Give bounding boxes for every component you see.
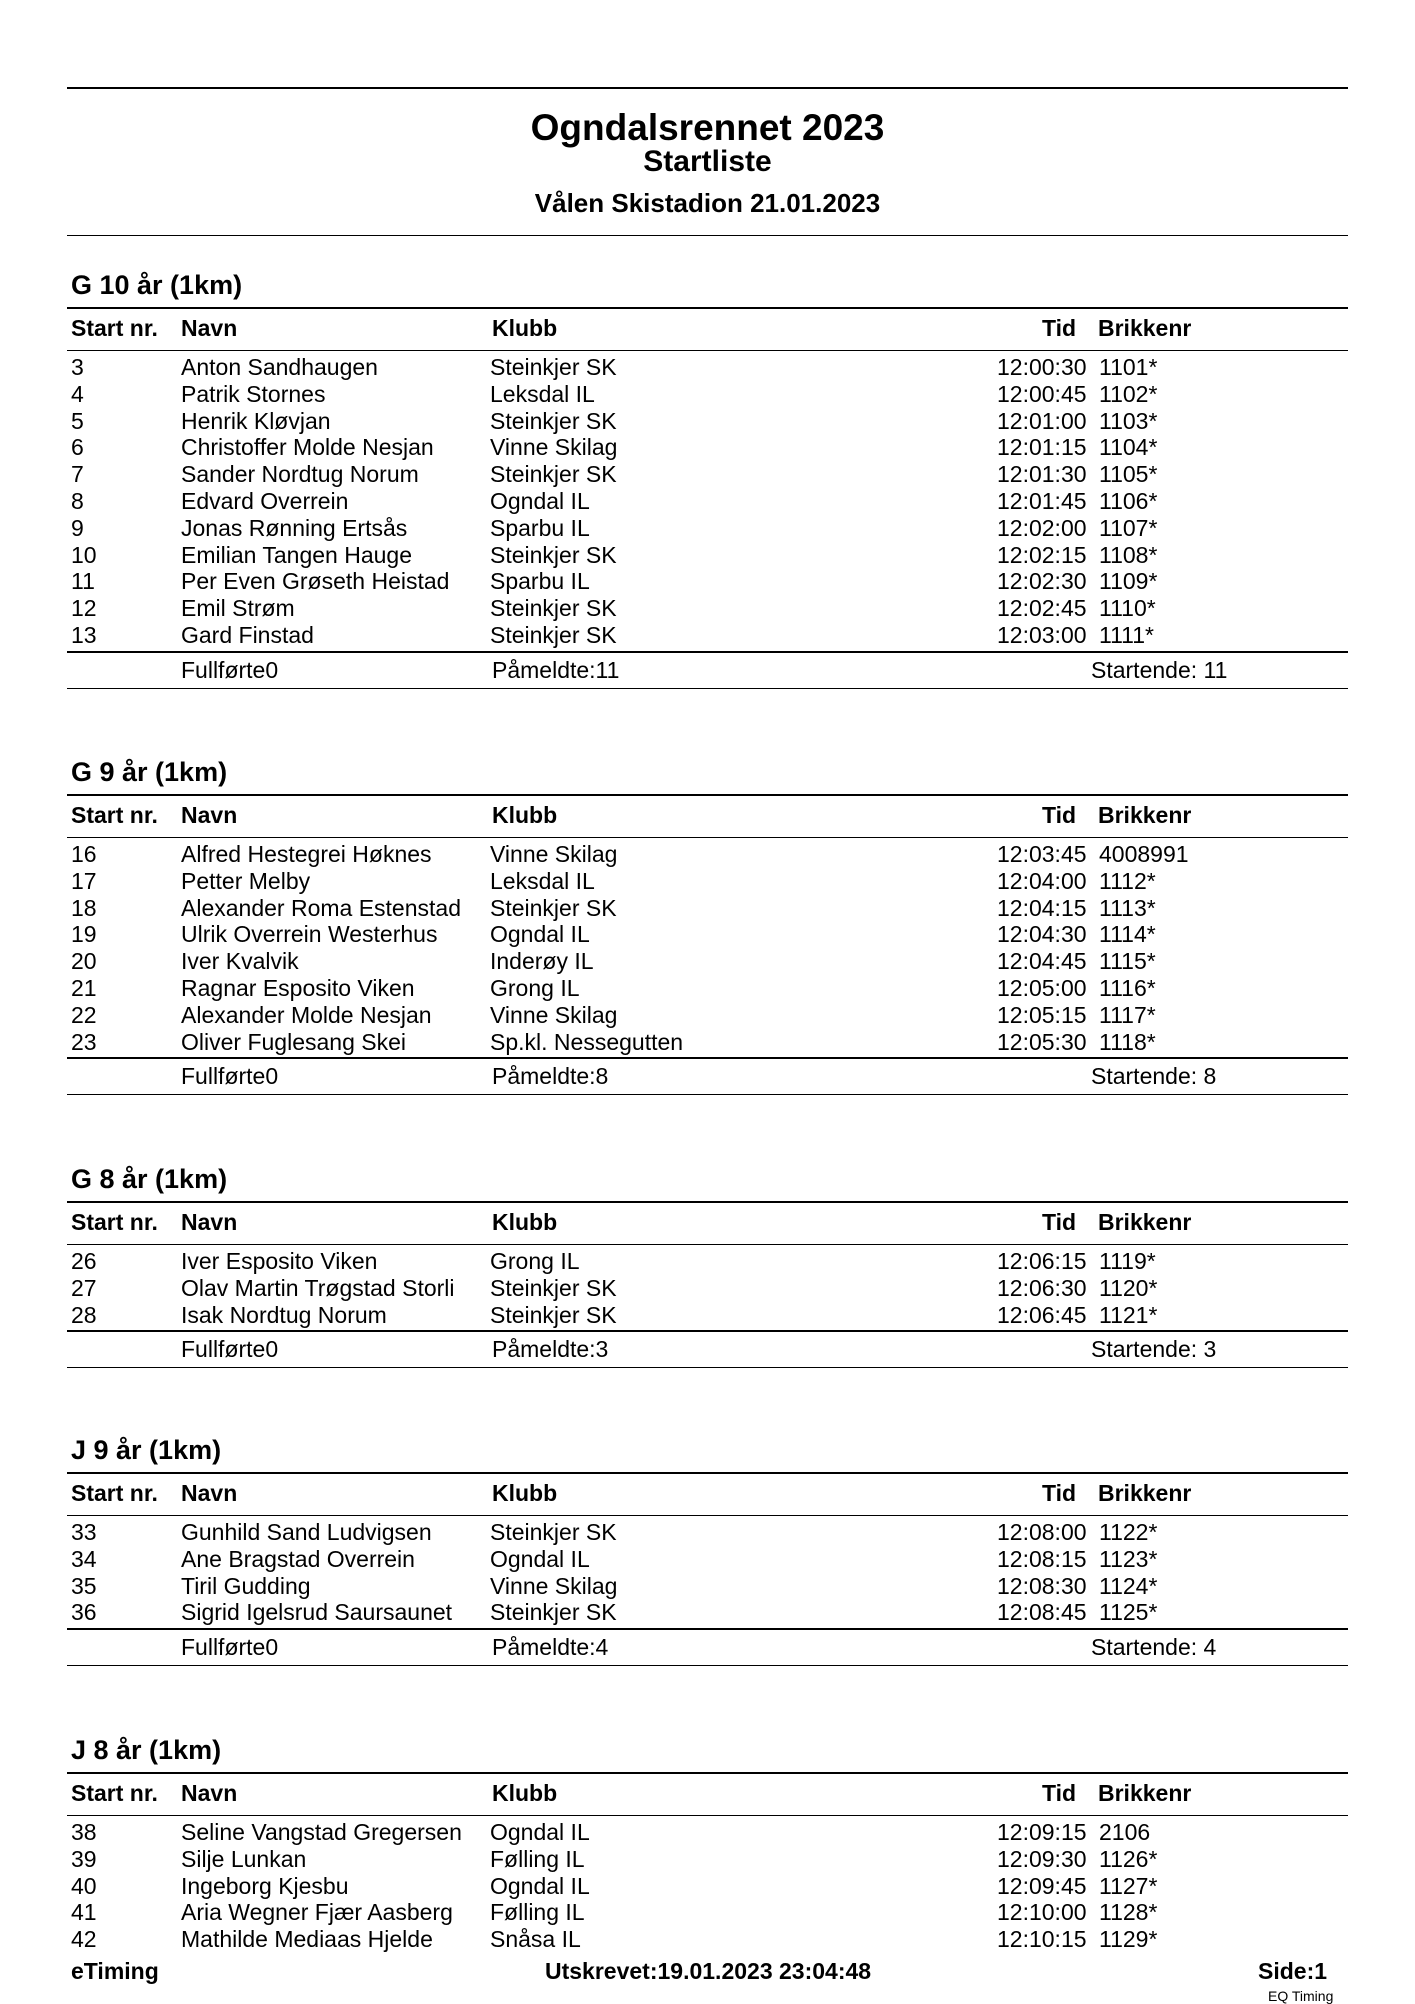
start-number: 17 — [71, 867, 97, 894]
club-name: Vinne Skilag — [490, 434, 618, 461]
column-header-bottom-rule — [67, 350, 1348, 351]
chip-number: 1116* — [1099, 975, 1156, 1001]
start-time: 12:05:00 — [997, 975, 1087, 1001]
summary-startende: Startende: 4 — [1091, 1634, 1217, 1661]
start-time: 12:04:00 — [997, 867, 1087, 894]
table-row — [0, 461, 1415, 488]
summary-startende: Startende: 11 — [1091, 656, 1228, 683]
table-row — [0, 948, 1415, 975]
chip-number: 1122* — [1099, 1519, 1158, 1545]
club-name: Sparbu IL — [490, 514, 590, 541]
column-header-bottom-rule — [67, 1515, 1348, 1516]
page-subtitle: Startliste — [643, 145, 772, 178]
club-name: Vinne Skilag — [490, 1001, 618, 1028]
start-number: 41 — [71, 1899, 97, 1926]
column-header-klubb: Klubb — [492, 1780, 558, 1806]
summary-top-rule — [67, 1628, 1348, 1630]
table-row — [0, 1275, 1415, 1302]
chip-number: 1109* — [1099, 568, 1158, 595]
athlete-name: Anton Sandhaugen — [181, 354, 378, 380]
club-name: Vinne Skilag — [490, 1572, 618, 1599]
athlete-name: Ragnar Esposito Viken — [181, 975, 415, 1001]
column-header-navn: Navn — [181, 1480, 238, 1506]
column-header-start-nr: Start nr. — [71, 1480, 158, 1506]
column-header-klubb: Klubb — [492, 1480, 558, 1506]
start-number: 35 — [71, 1572, 97, 1599]
table-row — [0, 1846, 1415, 1873]
athlete-name: Christoffer Molde Nesjan — [181, 434, 434, 461]
column-header-start-nr: Start nr. — [71, 1209, 158, 1235]
chip-number: 1115* — [1099, 948, 1156, 975]
athlete-name: Aria Wegner Fjær Aasberg — [181, 1899, 453, 1926]
venue-date: Vålen Skistadion 21.01.2023 — [534, 188, 881, 218]
summary-pameldte: Påmeldte:11 — [492, 656, 620, 683]
chip-number: 1114* — [1099, 921, 1156, 948]
athlete-name: Patrik Stornes — [181, 380, 326, 407]
column-header-brikkenr: Brikkenr — [1098, 1780, 1192, 1806]
start-time: 12:05:30 — [997, 1028, 1087, 1055]
top-rule — [67, 87, 1348, 89]
club-name: Inderøy IL — [490, 948, 594, 975]
chip-number: 1105* — [1099, 461, 1158, 488]
club-name: Ogndal IL — [490, 921, 590, 948]
athlete-name: Jonas Rønning Ertsås — [181, 514, 408, 541]
athlete-name: Gunhild Sand Ludvigsen — [181, 1519, 432, 1545]
table-row — [0, 488, 1415, 515]
column-header-tid: Tid — [1042, 315, 1077, 341]
column-header-klubb: Klubb — [492, 802, 558, 828]
table-row — [0, 381, 1415, 408]
athlete-name: Alfred Hestegrei Høknes — [181, 841, 432, 867]
club-name: Steinkjer SK — [490, 894, 617, 921]
start-time: 12:03:45 — [997, 841, 1087, 867]
chip-number: 1126* — [1099, 1845, 1158, 1872]
club-name: Steinkjer SK — [490, 1519, 617, 1545]
column-header-navn: Navn — [181, 1780, 238, 1806]
start-time: 12:01:00 — [997, 407, 1087, 434]
start-number: 3 — [71, 354, 84, 380]
summary-top-rule — [67, 651, 1348, 653]
summary-top-rule — [67, 1330, 1348, 1332]
summary-fullforte: Fullførte0 — [181, 1634, 279, 1661]
start-number: 4 — [71, 380, 84, 407]
chip-number: 1107* — [1099, 514, 1158, 541]
summary-pameldte: Påmeldte:3 — [492, 1336, 609, 1363]
column-header-top-rule — [67, 1201, 1348, 1203]
club-name: Steinkjer SK — [490, 1301, 617, 1328]
start-time: 12:04:15 — [997, 894, 1087, 921]
club-name: Grong IL — [490, 1248, 580, 1274]
start-time: 12:06:15 — [997, 1248, 1087, 1274]
athlete-name: Tiril Gudding — [181, 1572, 311, 1599]
column-header-tid: Tid — [1042, 1209, 1077, 1235]
chip-number: 1108* — [1099, 541, 1158, 568]
athlete-name: Iver Kvalvik — [181, 948, 299, 975]
club-name: Vinne Skilag — [490, 841, 618, 867]
summary-fullforte: Fullførte0 — [181, 656, 279, 683]
class-heading: J 9 år (1km) — [71, 1435, 222, 1465]
start-number: 21 — [71, 975, 97, 1001]
column-header-brikkenr: Brikkenr — [1098, 1480, 1192, 1506]
chip-number: 1124* — [1099, 1572, 1158, 1599]
summary-fullforte: Fullførte0 — [181, 1063, 279, 1090]
chip-number: 1125* — [1099, 1599, 1158, 1626]
chip-number: 1118* — [1099, 1028, 1156, 1055]
table-row — [0, 1002, 1415, 1029]
chip-number: 1129* — [1099, 1926, 1158, 1953]
chip-number: 1128* — [1099, 1899, 1158, 1926]
table-row — [0, 1302, 1415, 1329]
table-row — [0, 1599, 1415, 1626]
start-number: 23 — [71, 1028, 97, 1055]
start-number: 10 — [71, 541, 97, 568]
column-header-bottom-rule — [67, 837, 1348, 838]
column-header-tid: Tid — [1042, 1780, 1077, 1806]
start-number: 34 — [71, 1545, 97, 1572]
club-name: Følling IL — [490, 1845, 585, 1872]
club-name: Leksdal IL — [490, 380, 595, 407]
column-header-tid: Tid — [1042, 802, 1077, 828]
column-header-top-rule — [67, 794, 1348, 796]
start-number: 11 — [71, 568, 95, 595]
footer-brand: eTiming — [71, 1958, 159, 1984]
column-header-brikkenr: Brikkenr — [1098, 315, 1192, 341]
chip-number: 1119* — [1099, 1248, 1156, 1274]
club-name: Steinkjer SK — [490, 354, 617, 380]
table-row — [0, 1873, 1415, 1900]
start-time: 12:08:00 — [997, 1519, 1087, 1545]
start-time: 12:04:30 — [997, 921, 1087, 948]
class-heading: G 8 år (1km) — [71, 1164, 228, 1194]
column-header-klubb: Klubb — [492, 315, 558, 341]
start-number: 8 — [71, 488, 84, 514]
start-time: 12:00:45 — [997, 380, 1087, 407]
chip-number: 1102* — [1099, 380, 1158, 407]
start-time: 12:01:30 — [997, 461, 1087, 488]
start-number: 36 — [71, 1599, 97, 1626]
athlete-name: Alexander Molde Nesjan — [181, 1001, 432, 1028]
chip-number: 1117* — [1099, 1001, 1156, 1028]
athlete-name: Emil Strøm — [181, 595, 295, 622]
athlete-name: Silje Lunkan — [181, 1845, 307, 1872]
chip-number: 1101* — [1099, 354, 1158, 380]
athlete-name: Mathilde Mediaas Hjelde — [181, 1926, 433, 1953]
start-time: 12:08:15 — [997, 1545, 1087, 1572]
start-time: 12:02:15 — [997, 541, 1087, 568]
start-number: 9 — [71, 514, 84, 541]
athlete-name: Seline Vangstad Gregersen — [181, 1819, 462, 1845]
column-header-klubb: Klubb — [492, 1209, 558, 1235]
start-number: 26 — [71, 1248, 97, 1274]
chip-number: 2106 — [1099, 1819, 1151, 1845]
athlete-name: Olav Martin Trøgstad Storli — [181, 1274, 455, 1301]
summary-bottom-rule — [67, 1367, 1348, 1368]
footer-printed: Utskrevet:19.01.2023 23:04:48 — [545, 1958, 872, 1984]
start-number: 28 — [71, 1301, 97, 1328]
chip-number: 1123* — [1099, 1545, 1158, 1572]
athlete-name: Ane Bragstad Overrein — [181, 1545, 415, 1572]
chip-number: 1127* — [1099, 1872, 1158, 1899]
chip-number: 1104* — [1099, 434, 1158, 461]
chip-number: 1113* — [1099, 894, 1156, 921]
column-header-navn: Navn — [181, 1209, 238, 1235]
column-header-top-rule — [67, 1472, 1348, 1474]
table-row — [0, 622, 1415, 649]
table-row — [0, 1546, 1415, 1573]
start-number: 6 — [71, 434, 84, 461]
start-number: 33 — [71, 1519, 97, 1545]
club-name: Sp.kl. Nessegutten — [490, 1028, 684, 1055]
athlete-name: Oliver Fuglesang Skei — [181, 1028, 406, 1055]
start-number: 27 — [71, 1274, 97, 1301]
column-header-top-rule — [67, 307, 1348, 309]
athlete-name: Petter Melby — [181, 867, 311, 894]
start-time: 12:08:45 — [997, 1599, 1087, 1626]
start-number: 39 — [71, 1845, 97, 1872]
start-time: 12:03:00 — [997, 622, 1087, 648]
chip-number: 1120* — [1099, 1274, 1158, 1301]
start-number: 18 — [71, 894, 97, 921]
club-name: Ogndal IL — [490, 1819, 590, 1845]
start-time: 12:10:00 — [997, 1899, 1087, 1926]
club-name: Steinkjer SK — [490, 541, 617, 568]
summary-bottom-rule — [67, 1665, 1348, 1666]
club-name: Ogndal IL — [490, 488, 590, 514]
athlete-name: Sigrid Igelsrud Saursaunet — [181, 1599, 453, 1626]
header-rule — [67, 235, 1348, 236]
chip-number: 1110* — [1099, 595, 1156, 622]
athlete-name: Sander Nordtug Norum — [181, 461, 419, 488]
club-name: Følling IL — [490, 1899, 585, 1926]
start-number: 22 — [71, 1001, 97, 1028]
summary-top-rule — [67, 1057, 1348, 1059]
page-title: Ogndalsrennet 2023 — [530, 107, 885, 148]
chip-number: 1112* — [1099, 867, 1156, 894]
table-row — [0, 1573, 1415, 1600]
table-row — [0, 408, 1415, 435]
start-time: 12:01:15 — [997, 434, 1087, 461]
start-time: 12:02:00 — [997, 514, 1087, 541]
table-row — [0, 595, 1415, 622]
athlete-name: Gard Finstad — [181, 622, 314, 648]
club-name: Ogndal IL — [490, 1545, 590, 1572]
athlete-name: Ingeborg Kjesbu — [181, 1872, 349, 1899]
column-header-bottom-rule — [67, 1815, 1348, 1816]
start-time: 12:06:45 — [997, 1301, 1087, 1328]
club-name: Snåsa IL — [490, 1926, 581, 1953]
start-number: 20 — [71, 948, 97, 975]
chip-number: 1121* — [1099, 1301, 1158, 1328]
summary-pameldte: Påmeldte:8 — [492, 1063, 609, 1090]
column-header-start-nr: Start nr. — [71, 1780, 158, 1806]
summary-startende: Startende: 3 — [1091, 1336, 1217, 1363]
table-row — [0, 868, 1415, 895]
table-row — [0, 1248, 1415, 1275]
athlete-name: Alexander Roma Estenstad — [181, 894, 461, 921]
start-number: 16 — [71, 841, 97, 867]
athlete-name: Per Even Grøseth Heistad — [181, 568, 450, 595]
club-name: Steinkjer SK — [490, 407, 617, 434]
start-number: 19 — [71, 921, 97, 948]
summary-bottom-rule — [67, 1094, 1348, 1095]
footer-page: Side:1 — [1258, 1958, 1328, 1984]
start-number: 38 — [71, 1819, 97, 1845]
summary-fullforte: Fullførte0 — [181, 1336, 279, 1363]
athlete-name: Ulrik Overrein Westerhus — [181, 921, 438, 948]
athlete-name: Edvard Overrein — [181, 488, 349, 514]
chip-number: 4008991 — [1099, 841, 1189, 867]
club-name: Grong IL — [490, 975, 580, 1001]
class-heading: G 9 år (1km) — [71, 757, 228, 787]
start-time: 12:02:30 — [997, 568, 1087, 595]
club-name: Ogndal IL — [490, 1872, 590, 1899]
start-number: 5 — [71, 407, 84, 434]
start-number: 40 — [71, 1872, 97, 1899]
start-time: 12:09:45 — [997, 1872, 1087, 1899]
table-row — [0, 895, 1415, 922]
column-header-start-nr: Start nr. — [71, 802, 158, 828]
table-row — [0, 1519, 1415, 1546]
start-time: 12:09:30 — [997, 1845, 1087, 1872]
start-time: 12:09:15 — [997, 1819, 1087, 1845]
start-number: 7 — [71, 461, 84, 488]
column-header-top-rule — [67, 1772, 1348, 1774]
start-time: 12:04:45 — [997, 948, 1087, 975]
table-row — [0, 515, 1415, 542]
table-row — [0, 1819, 1415, 1846]
column-header-navn: Navn — [181, 802, 238, 828]
start-time: 12:10:15 — [997, 1926, 1087, 1953]
class-heading: J 8 år (1km) — [71, 1735, 222, 1765]
start-number: 13 — [71, 622, 97, 648]
athlete-name: Iver Esposito Viken — [181, 1248, 378, 1274]
summary-pameldte: Påmeldte:4 — [492, 1634, 609, 1661]
table-row — [0, 841, 1415, 868]
club-name: Steinkjer SK — [490, 1274, 617, 1301]
column-header-navn: Navn — [181, 315, 238, 341]
start-time: 12:08:30 — [997, 1572, 1087, 1599]
club-name: Steinkjer SK — [490, 595, 617, 622]
start-time: 12:01:45 — [997, 488, 1087, 514]
table-row — [0, 975, 1415, 1002]
chip-number: 1103* — [1099, 407, 1158, 434]
table-row — [0, 1926, 1415, 1953]
start-time: 12:02:45 — [997, 595, 1087, 622]
chip-number: 1106* — [1099, 488, 1158, 514]
athlete-name: Emilian Tangen Hauge — [181, 541, 413, 568]
column-header-bottom-rule — [67, 1244, 1348, 1245]
column-header-tid: Tid — [1042, 1480, 1077, 1506]
athlete-name: Isak Nordtug Norum — [181, 1301, 387, 1328]
club-name: Leksdal IL — [490, 867, 595, 894]
column-header-brikkenr: Brikkenr — [1098, 1209, 1192, 1235]
start-time: 12:06:30 — [997, 1274, 1087, 1301]
table-row — [0, 434, 1415, 461]
column-header-start-nr: Start nr. — [71, 315, 158, 341]
table-row — [0, 1029, 1415, 1056]
table-row — [0, 354, 1415, 381]
chip-number: 1111* — [1099, 622, 1154, 648]
summary-bottom-rule — [67, 688, 1348, 689]
table-row — [0, 921, 1415, 948]
class-heading: G 10 år (1km) — [71, 270, 243, 300]
club-name: Steinkjer SK — [490, 622, 617, 648]
table-row — [0, 568, 1415, 595]
start-number: 12 — [71, 595, 97, 622]
table-row — [0, 1899, 1415, 1926]
column-header-brikkenr: Brikkenr — [1098, 802, 1192, 828]
start-number: 42 — [71, 1926, 97, 1953]
table-row — [0, 542, 1415, 569]
footer-small: EQ Timing — [1268, 1988, 1334, 2004]
club-name: Steinkjer SK — [490, 1599, 617, 1626]
start-time: 12:00:30 — [997, 354, 1087, 380]
start-time: 12:05:15 — [997, 1001, 1087, 1028]
club-name: Sparbu IL — [490, 568, 590, 595]
summary-startende: Startende: 8 — [1091, 1063, 1217, 1090]
club-name: Steinkjer SK — [490, 461, 617, 488]
athlete-name: Henrik Kløvjan — [181, 407, 331, 434]
